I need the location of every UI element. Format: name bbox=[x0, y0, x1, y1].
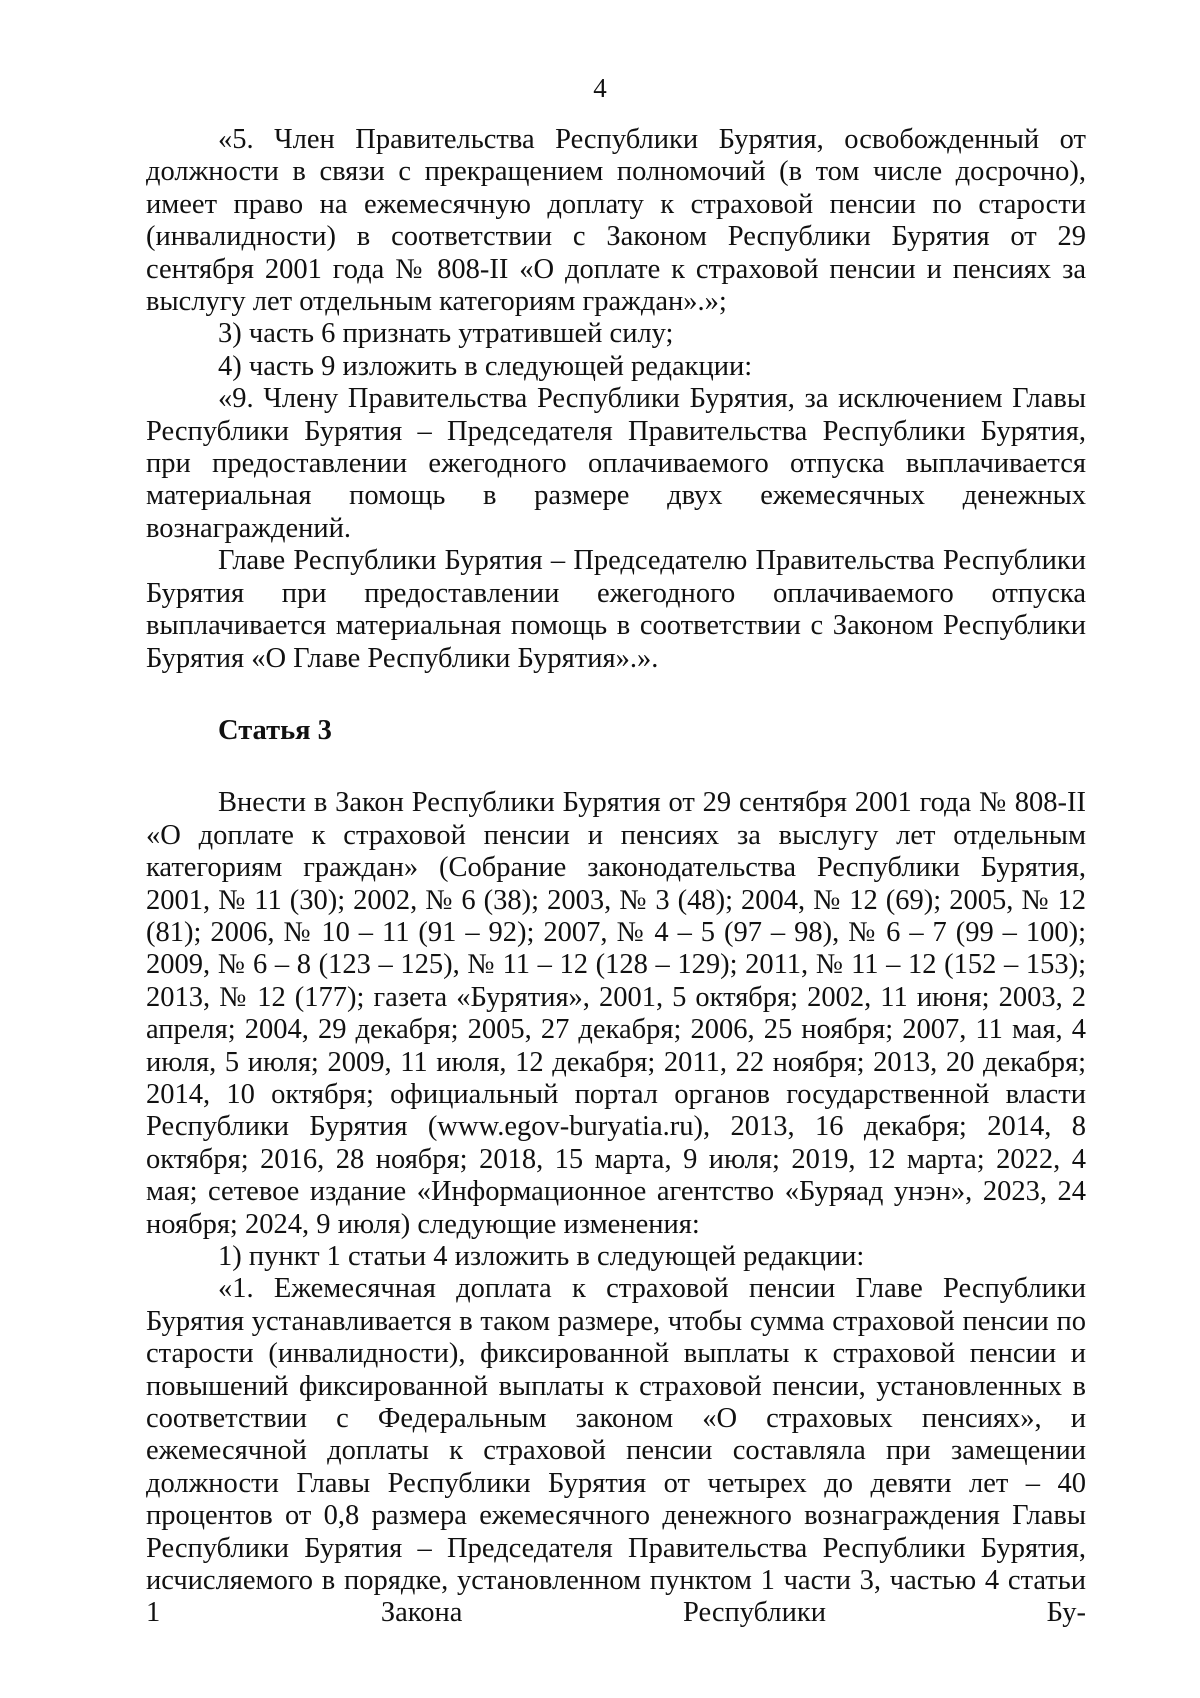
paragraph-item-4: 4) часть 9 изложить в следующей редакции: bbox=[218, 350, 753, 382]
spacer bbox=[146, 747, 1086, 787]
paragraph-head-of-republic: Главе Республики Бурятия – Председателю Правительства Республики Бурятия при предоставлении ежегодного оплачиваемого отпуска выплачивается материальная помощь в соответствии с Законом Республики Бурятия «О Главе Республики Бурятия».». bbox=[146, 545, 1086, 674]
article-heading: Статья 3 bbox=[218, 714, 332, 746]
document-body bbox=[146, 124, 1086, 1630]
paragraph-item-3: 3) часть 6 признать утратившей силу; bbox=[218, 318, 674, 350]
page-number: 4 bbox=[593, 73, 607, 103]
spacer bbox=[146, 675, 1086, 715]
paragraph-item-1: 1) пункт 1 статьи 4 изложить в следующей редакции: bbox=[218, 1241, 865, 1272]
paragraph-part-9: «9. Члену Правительства Республики Бурятия, за исключением Главы Республики Бурятия – Председателя Правительства Республики Бурятия, при предоставлении ежегодного оплачиваемого отпуска выплачивается материальная помощь в размере двух ежемесячных денежных вознаграждений. bbox=[146, 383, 1086, 544]
paragraph-point-1: «1. Ежемесячная доплата к страховой пенсии Главе Республики Бурятия устанавливается в таком размере, чтобы сумма страховой пенсии по старости (инвалидности), фиксированной выплаты к страховой пенсии и повышений фиксированной выплаты к страховой пенсии, установленных в соответствии с Федеральным законом «О страховых пенсиях», и ежемесячной доплаты к страховой пенсии составляла при замещении должности Главы Республики Бурятия от четырех до девяти лет – 40 процентов от 0,8 размера ежемесячного денежного вознаграждения Главы Республики Бурятия – Председателя Правительства Республики Бурятия, исчисляемого в порядке, установленном пунктом 1 части 3, частью 4 статьи 1 Закона Республики Бу- bbox=[146, 1273, 1086, 1629]
paragraph-amend-law: Внести в Закон Республики Бурятия от 29 сентября 2001 года № 808-II «О доплате к страховой пенсии и пенсиях за выслугу лет отдельным категориям граждан» (Собрание законодательства Республики Бурятия, 2001, № 11 (30); 2002, № 6 (38); 2003, № 3 (48); 2004, № 12 (69); 2005, № 12 (81); 2006, № 10 – 11 (91 – 92); 2007, № 4 – 5 (97 – 98), № 6 – 7 (99 – 100); 2009, № 6 – 8 (123 – 125), № 11 – 12 (128 – 129); 2011, № 11 – 12 (152 – 153); 2013, № 12 (177); газета «Бурятия», 2001, 5 октября; 2002, 11 июня; 2003, 2 апреля; 2004, 29 декабря; 2005, 27 декабря; 2006, 25 ноября; 2007, 11 мая, 4 июля, 5 июля; 2009, 11 июля, 12 декабря; 2011, 22 ноября; 2013, 20 декабря; 2014, 10 октября; официальный портал органов государственной власти Республики Бурятия (www.egov-buryatia.ru), 2013, 16 декабря; 2014, 8 октября; 2016, 28 ноября; 2018, 15 марта, 9 июля; 2019, 12 марта; 2022, 4 мая; сетевое издание «Информационное агентство «Буряад унэн», 2023, 24 ноября; 2024, 9 июля) следующие изменения: bbox=[146, 787, 1086, 1240]
paragraph-part-5: «5. Член Правительства Республики Бурятия, освобожденный от должности в связи с прекращением полномочий (в том числе досрочно), имеет право на ежемесячную доплату к страховой пенсии по старости (инвалидности) в соответствии с Законом Республики Бурятия от 29 сентября 2001 года № 808-II «О доплате к страховой пенсии и пенсиях за выслугу лет отдельным категориям граждан».»; bbox=[146, 124, 1086, 318]
